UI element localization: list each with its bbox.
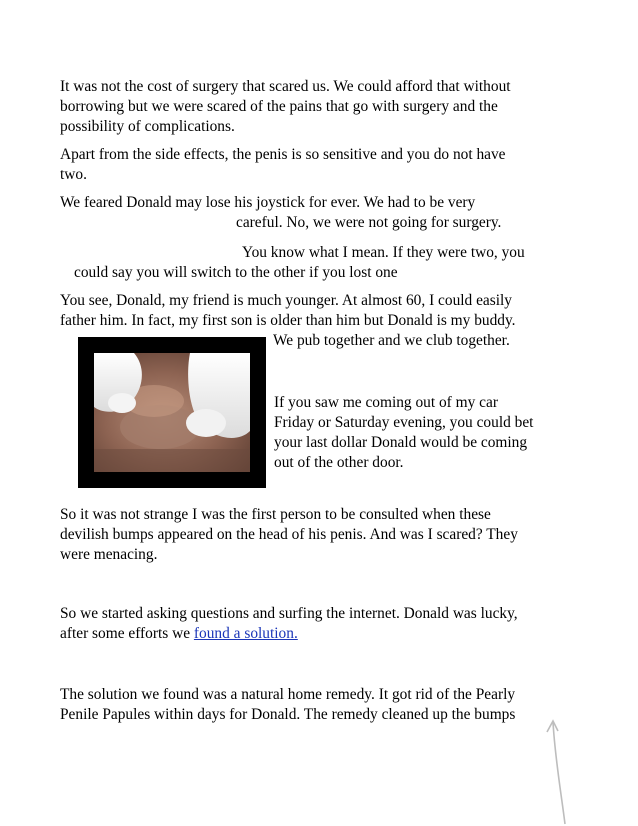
- paragraph-natural-remedy: [60, 685, 515, 725]
- text-line-with-link: [60, 624, 518, 644]
- found-solution-link[interactable]: found a solution.: [193, 625, 298, 642]
- text-line: The solution we found was a natural home remedy. It got rid of the Pearly: [60, 686, 516, 703]
- paragraph-friday-saturday: [274, 393, 533, 473]
- arrow-up-icon: [535, 718, 575, 826]
- paragraph-found-solution: [60, 604, 518, 644]
- text-line: two.: [60, 166, 87, 183]
- text-line: So it was not strange I was the first person to be consulted when these: [60, 506, 491, 523]
- text-line: It was not the cost of surgery that scared us. We could afford that without: [60, 78, 511, 95]
- paragraph-you-know: [60, 243, 525, 283]
- text-line: You know what I mean. If they were two, you: [242, 244, 525, 261]
- text-line: possibility of complications.: [60, 118, 235, 135]
- text-line: out of the other door.: [274, 454, 404, 471]
- text-line: Friday or Saturday evening, you could bet: [274, 414, 534, 431]
- paragraph-side-effects: [60, 145, 506, 185]
- photo-illustration: [94, 353, 250, 472]
- text-line: devilish bumps appeared on the head of his penis. And was I scared? They: [60, 526, 518, 543]
- paragraph-devilish-bumps: [60, 505, 518, 565]
- text-line: father him. In fact, my first son is older than him but Donald is my buddy.: [60, 312, 516, 329]
- paragraph-feared: [60, 193, 501, 233]
- text-line: Apart from the side effects, the penis is so sensitive and you do not have: [60, 146, 506, 163]
- framed-photo: [78, 337, 266, 488]
- paragraph-cost-of-surgery: [60, 77, 511, 137]
- text-line: careful. No, we were not going for surgery.: [236, 214, 502, 231]
- text-line: We feared Donald may lose his joystick for ever. We had to be very: [60, 194, 476, 211]
- text-line: your last dollar Donald would be coming: [274, 434, 528, 451]
- text-prefix: after some efforts we: [60, 625, 194, 642]
- text-line: So we started asking questions and surfing the internet. Donald was lucky,: [60, 605, 518, 622]
- text-line: We pub together and we club together.: [273, 332, 510, 349]
- text-line: You see, Donald, my friend is much younger. At almost 60, I could easily: [60, 292, 512, 309]
- text-line: If you saw me coming out of my car: [274, 394, 498, 411]
- text-line: borrowing but we were scared of the pains that go with surgery and the: [60, 98, 498, 115]
- text-line: could say you will switch to the other if you lost one: [74, 264, 398, 281]
- text-line: were menacing.: [60, 546, 158, 563]
- close-up-photo: [94, 353, 250, 472]
- text-line: Penile Papules within days for Donald. The remedy cleaned up the bumps: [60, 706, 516, 723]
